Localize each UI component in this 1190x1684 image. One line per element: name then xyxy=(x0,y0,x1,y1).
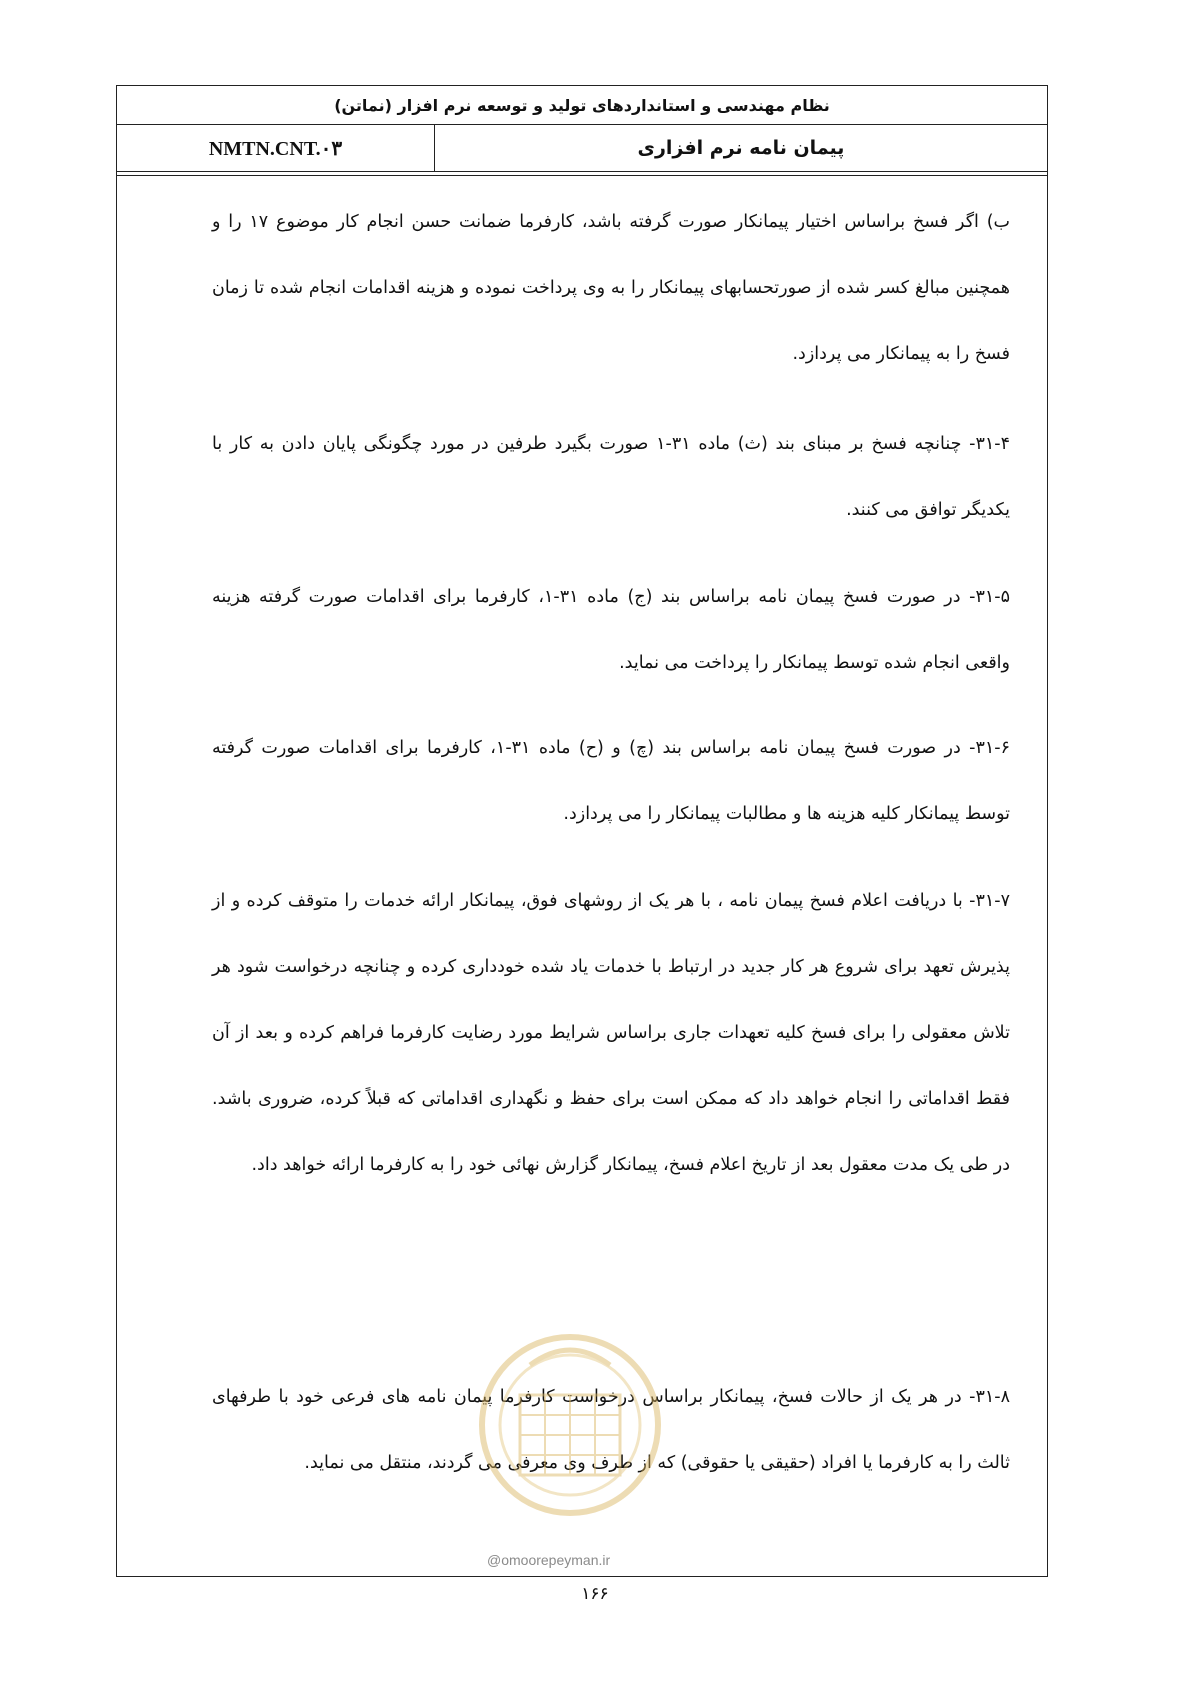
header-divider xyxy=(116,172,1048,176)
paragraph-31-4: ۳۱-۴- چنانچه فسخ بر مبنای بند (ث) ماده ۳۱-۱ صورت بگیرد طرفین در مورد چگونگی پایان دادن به کار با یکدیگر توافق می کنند. xyxy=(212,434,1010,520)
paragraph-31-8: ۳۱-۸- در هر یک از حالات فسخ، پیمانکار براساس درخواست کارفرما پیمان نامه های فرعی خود با طرفهای ثالث را به کارفرما یا افراد (حقیقی یا حقوقی) که از طرف وی معرفی می گردند، منتقل می نماید. xyxy=(212,1387,1010,1473)
page-number: ۱۶۶ xyxy=(581,1584,609,1604)
paragraph-31-5: ۳۱-۵- در صورت فسخ پیمان نامه براساس بند (ج) ماده ۳۱-۱، کارفرما برای اقدامات صورت گرفته هزینه واقعی انجام شده توسط پیمانکار را پرداخت می نماید. xyxy=(212,587,1010,673)
watermark-seal-icon xyxy=(470,1315,670,1575)
paragraph-31-7: ۳۱-۷- با دریافت اعلام فسخ پیمان نامه ، با هر یک از روشهای فوق، پیمانکار ارائه خدمات را متوقف کرده و از پذیرش تعهد برای شروع هر کار جدید در ارتباط با خدمات یاد شده خودداری کرده و چنانچه درخواست شود هر تلاش معقولی را برای فسخ کلیه تعهدات جاری براساس شرایط مورد رضایت کارفرما فراهم کرده و بعد از آن فقط اقداماتی را انجام خواهد داد که ممکن است برای حفظ و نگهداری اقداماتی که قبلاً کرده، ضروری باشد. در طی یک مدت معقول بعد از تاریخ اعلام فسخ، پیمانکار گزارش نهائی خود را به کارفرما ارائه خواهد داد. xyxy=(212,891,1010,1175)
document-title: پیمان نامه نرم افزاری xyxy=(434,125,1047,171)
header-title-row xyxy=(116,124,1048,172)
paragraph-b: ب) اگر فسخ براساس اختیار پیمانکار صورت گرفته باشد، کارفرما ضمانت حسن انجام کار موضوع ۱۷ را و همچنین مبالغ کسر شده از صورتحسابهای پیمانکار را به وی پرداخت نموده و هزینه اقدامات انجام شده تا زمان فسخ را به پیمانکار می پردازد. xyxy=(212,212,1011,364)
watermark-site: @omoorepeyman.ir xyxy=(487,1552,611,1568)
org-title: نظام مهندسی و استانداردهای تولید و توسعه نرم افزار (نماتن) xyxy=(116,85,1048,125)
paragraph-31-6: ۳۱-۶- در صورت فسخ پیمان نامه براساس بند (چ) و (ح) ماده ۳۱-۱، کارفرما برای اقدامات صورت گرفته توسط پیمانکار کلیه هزینه ها و مطالبات پیمانکار را می پردازد. xyxy=(212,738,1010,824)
document-code: NMTN.CNT.۰۳ xyxy=(208,137,343,160)
